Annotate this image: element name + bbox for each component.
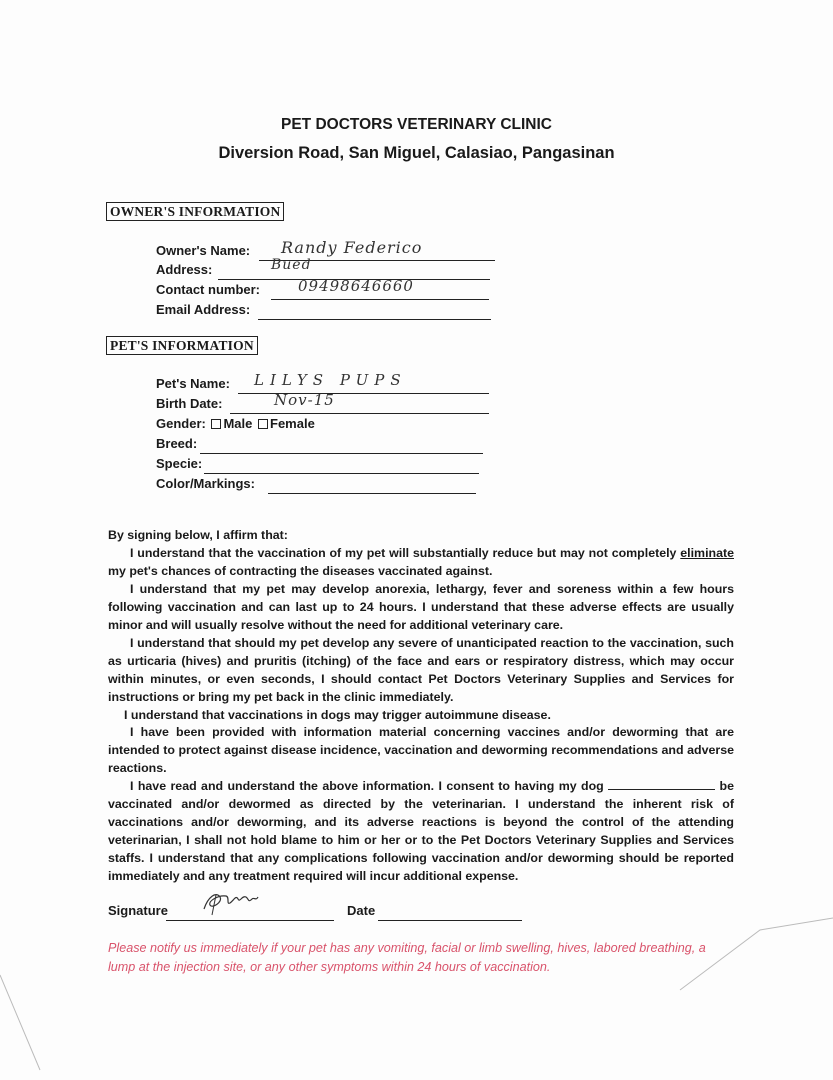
gender-label: Gender: xyxy=(156,416,206,431)
birth-date-field[interactable] xyxy=(156,391,496,414)
eliminate-underlined: eliminate xyxy=(680,545,734,560)
birth-date-label: Birth Date: xyxy=(156,396,223,411)
signature-label: Signature xyxy=(108,903,168,918)
pet-name-label: Pet's Name: xyxy=(156,376,230,391)
consent-intro: By signing below, I affirm that: xyxy=(108,528,288,542)
consent-paragraph-5: I have been provided with information material concerning vaccines and/or deworming that are intended to protect against disease incidence, vaccination and deworming recommendations and adverse reactions. xyxy=(108,725,734,776)
contact-number-value: 09498646660 xyxy=(298,277,414,295)
gender-female-label: Female xyxy=(270,416,315,431)
handwritten-signature xyxy=(196,887,276,917)
owner-name-label: Owner's Name: xyxy=(156,243,251,258)
owner-name-value: Randy Federico xyxy=(281,238,423,257)
specie-label: Specie: xyxy=(156,456,203,471)
date-field[interactable] xyxy=(347,903,527,921)
gender-male-label: Male xyxy=(223,416,253,431)
gender-field xyxy=(156,416,315,434)
owner-section-heading: OWNER'S INFORMATION xyxy=(106,202,284,221)
breed-line xyxy=(200,452,483,454)
address-label: Address: xyxy=(156,262,213,277)
clinic-address: Diversion Road, San Miguel, Calasiao, Pangasinan xyxy=(218,144,615,162)
post-vaccination-notice: Please notify us immediately if your pet has any vomiting, facial or limb swelling, hives, labored breathing, a lump at the injection site, or any other symptoms within 24 hours of vaccination. xyxy=(108,941,706,974)
consent-paragraph-1: I understand that the vaccination of my pet will substantially reduce but may not completely eliminate my pet's chances of contracting the diseases vaccinated against. xyxy=(108,545,734,578)
specie-line xyxy=(204,472,479,474)
pet-section-heading: PET'S INFORMATION xyxy=(106,336,258,355)
owner-name-field[interactable] xyxy=(156,238,496,261)
gender-male-checkbox[interactable] xyxy=(211,419,221,429)
color-markings-field[interactable] xyxy=(156,476,486,494)
gender-female-checkbox[interactable] xyxy=(258,419,268,429)
dog-name-blank[interactable] xyxy=(608,779,715,790)
clinic-title: PET DOCTORS VETERINARY CLINIC xyxy=(281,116,552,133)
pet-name-value: LILYS PUPS xyxy=(254,371,407,389)
birth-date-value: Nov-15 xyxy=(274,391,335,409)
email-field[interactable] xyxy=(156,302,496,320)
contact-number-field[interactable] xyxy=(156,277,496,300)
contact-number-label: Contact number: xyxy=(156,282,260,297)
color-markings-label: Color/Markings: xyxy=(156,476,255,491)
date-line xyxy=(378,920,522,921)
signature-field[interactable] xyxy=(108,903,338,921)
consent-paragraph-6: I have read and understand the above information. I consent to having my dog be vaccinated and/or dewormed as directed by the veterinarian. I understand the inherent risk of vaccinations and/or deworming, and its adverse reactions is beyond the control of the attending veterinarian, I shall not hold blame to him or her or to the Pet Doctors Veterinary Supplies and Services staffs. I understand that any complications following vaccination and/or deworming should be reported immediately and any treatment required will incur additional expense. xyxy=(108,779,734,884)
signature-line xyxy=(166,920,334,921)
breed-field[interactable] xyxy=(156,436,486,454)
address-value: Bued xyxy=(271,257,312,273)
email-label: Email Address: xyxy=(156,302,251,317)
consent-paragraph-4: I understand that vaccinations in dogs may trigger autoimmune disease. xyxy=(124,707,551,722)
consent-paragraph-3: I understand that should my pet develop any severe of unanticipated reaction to the vaccination, such as urticaria (hives) and pruritis (itching) of the face and ears or respiratory distress, which may occur within minutes, or even seconds, I should contact Pet Doctors Veterinary Supplies and Services for instructions or bring my pet back in the clinic immediately. xyxy=(108,635,734,704)
color-markings-line xyxy=(268,492,476,494)
consent-paragraph-2: I understand that my pet may develop anorexia, lethargy, fever and soreness within a few hours following vaccination and can last up to 24 hours. I understand that these adverse effects are usually minor and will usually resolve without the need for additional veterinary care. xyxy=(108,581,734,632)
contact-number-line xyxy=(271,298,489,300)
consent-statement xyxy=(108,527,734,886)
email-line xyxy=(258,318,491,320)
breed-label: Breed: xyxy=(156,436,198,451)
specie-field[interactable] xyxy=(156,456,486,474)
date-label: Date xyxy=(347,903,376,918)
birth-date-line xyxy=(230,412,489,414)
